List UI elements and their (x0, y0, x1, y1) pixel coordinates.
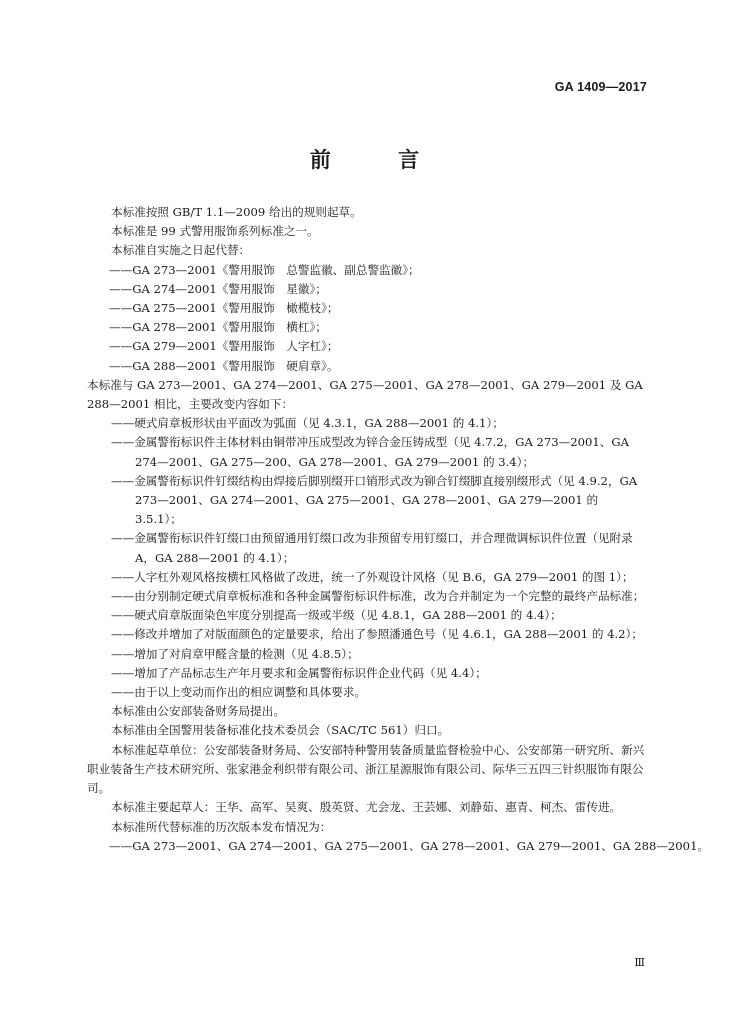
page-number: Ⅲ (634, 956, 645, 969)
replaced-standard-item: ——GA 274—2001《警用服饰 星徽》； (109, 281, 327, 296)
change-item: ——金属警衔标识件主体材料由铜带冲压成型改为锌合金压铸成型（见 4.7.2，GA 273—2001、GA 274—2001、GA 275—200、GA 278—2001、GA 279—2001 的 3.4）； (111, 435, 629, 469)
change-item: ——人字杠外观风格按横杠风格做了改进，统一了外观设计风格（见 B.6，GA 279—2001 的图 1）； (111, 569, 634, 584)
paragraph: 本标准起草单位：公安部装备财务局、公安部特种警用装备质量监督检验中心、公安部第一研究所、新兴职业装备生产技术研究所、张家港金利织带有限公司、浙江星源服饰有限公司、际华三五四三针织服饰有限公司。 (87, 742, 645, 796)
replaced-standard-item: ——GA 288—2001《警用服饰 硬肩章》。 (109, 358, 339, 373)
replaced-standard-item: ——GA 275—2001《警用服饰 橄榄枝》； (109, 301, 339, 316)
replaced-standard-item: ——GA 279—2001《警用服饰 人字杠》； (109, 339, 339, 354)
paragraph: 本标准按照 GB/T 1.1—2009 给出的规则起草。 (111, 205, 362, 219)
paragraph: 本标准由全国警用装备标准化技术委员会（SAC/TC 561）归口。 (111, 723, 450, 738)
change-item: ——由分别制定硬式肩章板标准和各种金属警衔标识件标准，改为合并制定为一个完整的最终产品标准； (111, 589, 645, 604)
paragraph: 本标准自实施之日起代替： (111, 243, 251, 258)
change-item: ——硬式肩章板形状由平面改为弧面（见 4.3.1，GA 288—2001 的 4.1）； (111, 416, 504, 431)
paragraph: 本标准是 99 式警用服饰系列标准之一。 (111, 224, 319, 239)
paragraph: 本标准与 GA 273—2001、GA 274—2001、GA 275—2001、GA 278—2001、GA 279—2001 及 GA 288—2001 相比，主要改变内容如下： (87, 377, 643, 412)
paragraph: 本标准主要起草人：王华、高军、吴爽、殷英贤、尤会龙、王芸娜、刘静茹、惠青、柯杰、雷传进。 (111, 800, 622, 815)
replaced-standard-item: ——GA 273—2001《警用服饰 总警监徽、副总警监徽》； (109, 262, 420, 277)
change-item: ——增加了产品标志生产年月要求和金属警衔标识件企业代码（见 4.4）； (111, 665, 487, 680)
paragraph: ——GA 273—2001、GA 274—2001、GA 275—2001、GA 278—2001、GA 279—2001、GA 288—2001。 (109, 838, 710, 853)
change-item: ——修改并增加了对版面颜色的定量要求，给出了参照潘通色号（见 4.6.1，GA 288—2001 的 4.2）； (111, 627, 643, 642)
change-item: ——增加了对肩章甲醛含量的检测（见 4.8.5）； (111, 646, 359, 661)
paragraph: 本标准所代替标准的历次版本发布情况为： (111, 819, 332, 834)
foreword-body (87, 203, 710, 856)
page-title: 前 言 (309, 147, 450, 172)
replaced-standard-item: ——GA 278—2001《警用服饰 横杠》； (109, 320, 327, 335)
change-item: ——金属警衔标识件钉缀口由预留通用钉缀口改为非预留专用钉缀口，并合理微调标识件位置（见附录 A，GA 288—2001 的 4.1）； (111, 531, 633, 565)
paragraph: 本标准由公安部装备财务局提出。 (111, 704, 285, 719)
change-item: ——金属警衔标识件钉缀结构由焊接后脚别缀开口销形式改为铆合钉缀脚直接别缀形式（见 4.9.2，GA 273—2001、GA 274—2001、GA 275—2001、GA 278—2001、GA 279—2001 的 3.5.1）； (111, 473, 638, 527)
standard-code: GA 1409—2017 (554, 80, 647, 94)
change-item: ——由于以上变动而作出的相应调整和具体要求。 (111, 685, 367, 700)
change-item: ——硬式肩章版面染色牢度分别提高一级或半级（见 4.8.1，GA 288—2001 的 4.4）； (111, 608, 562, 623)
